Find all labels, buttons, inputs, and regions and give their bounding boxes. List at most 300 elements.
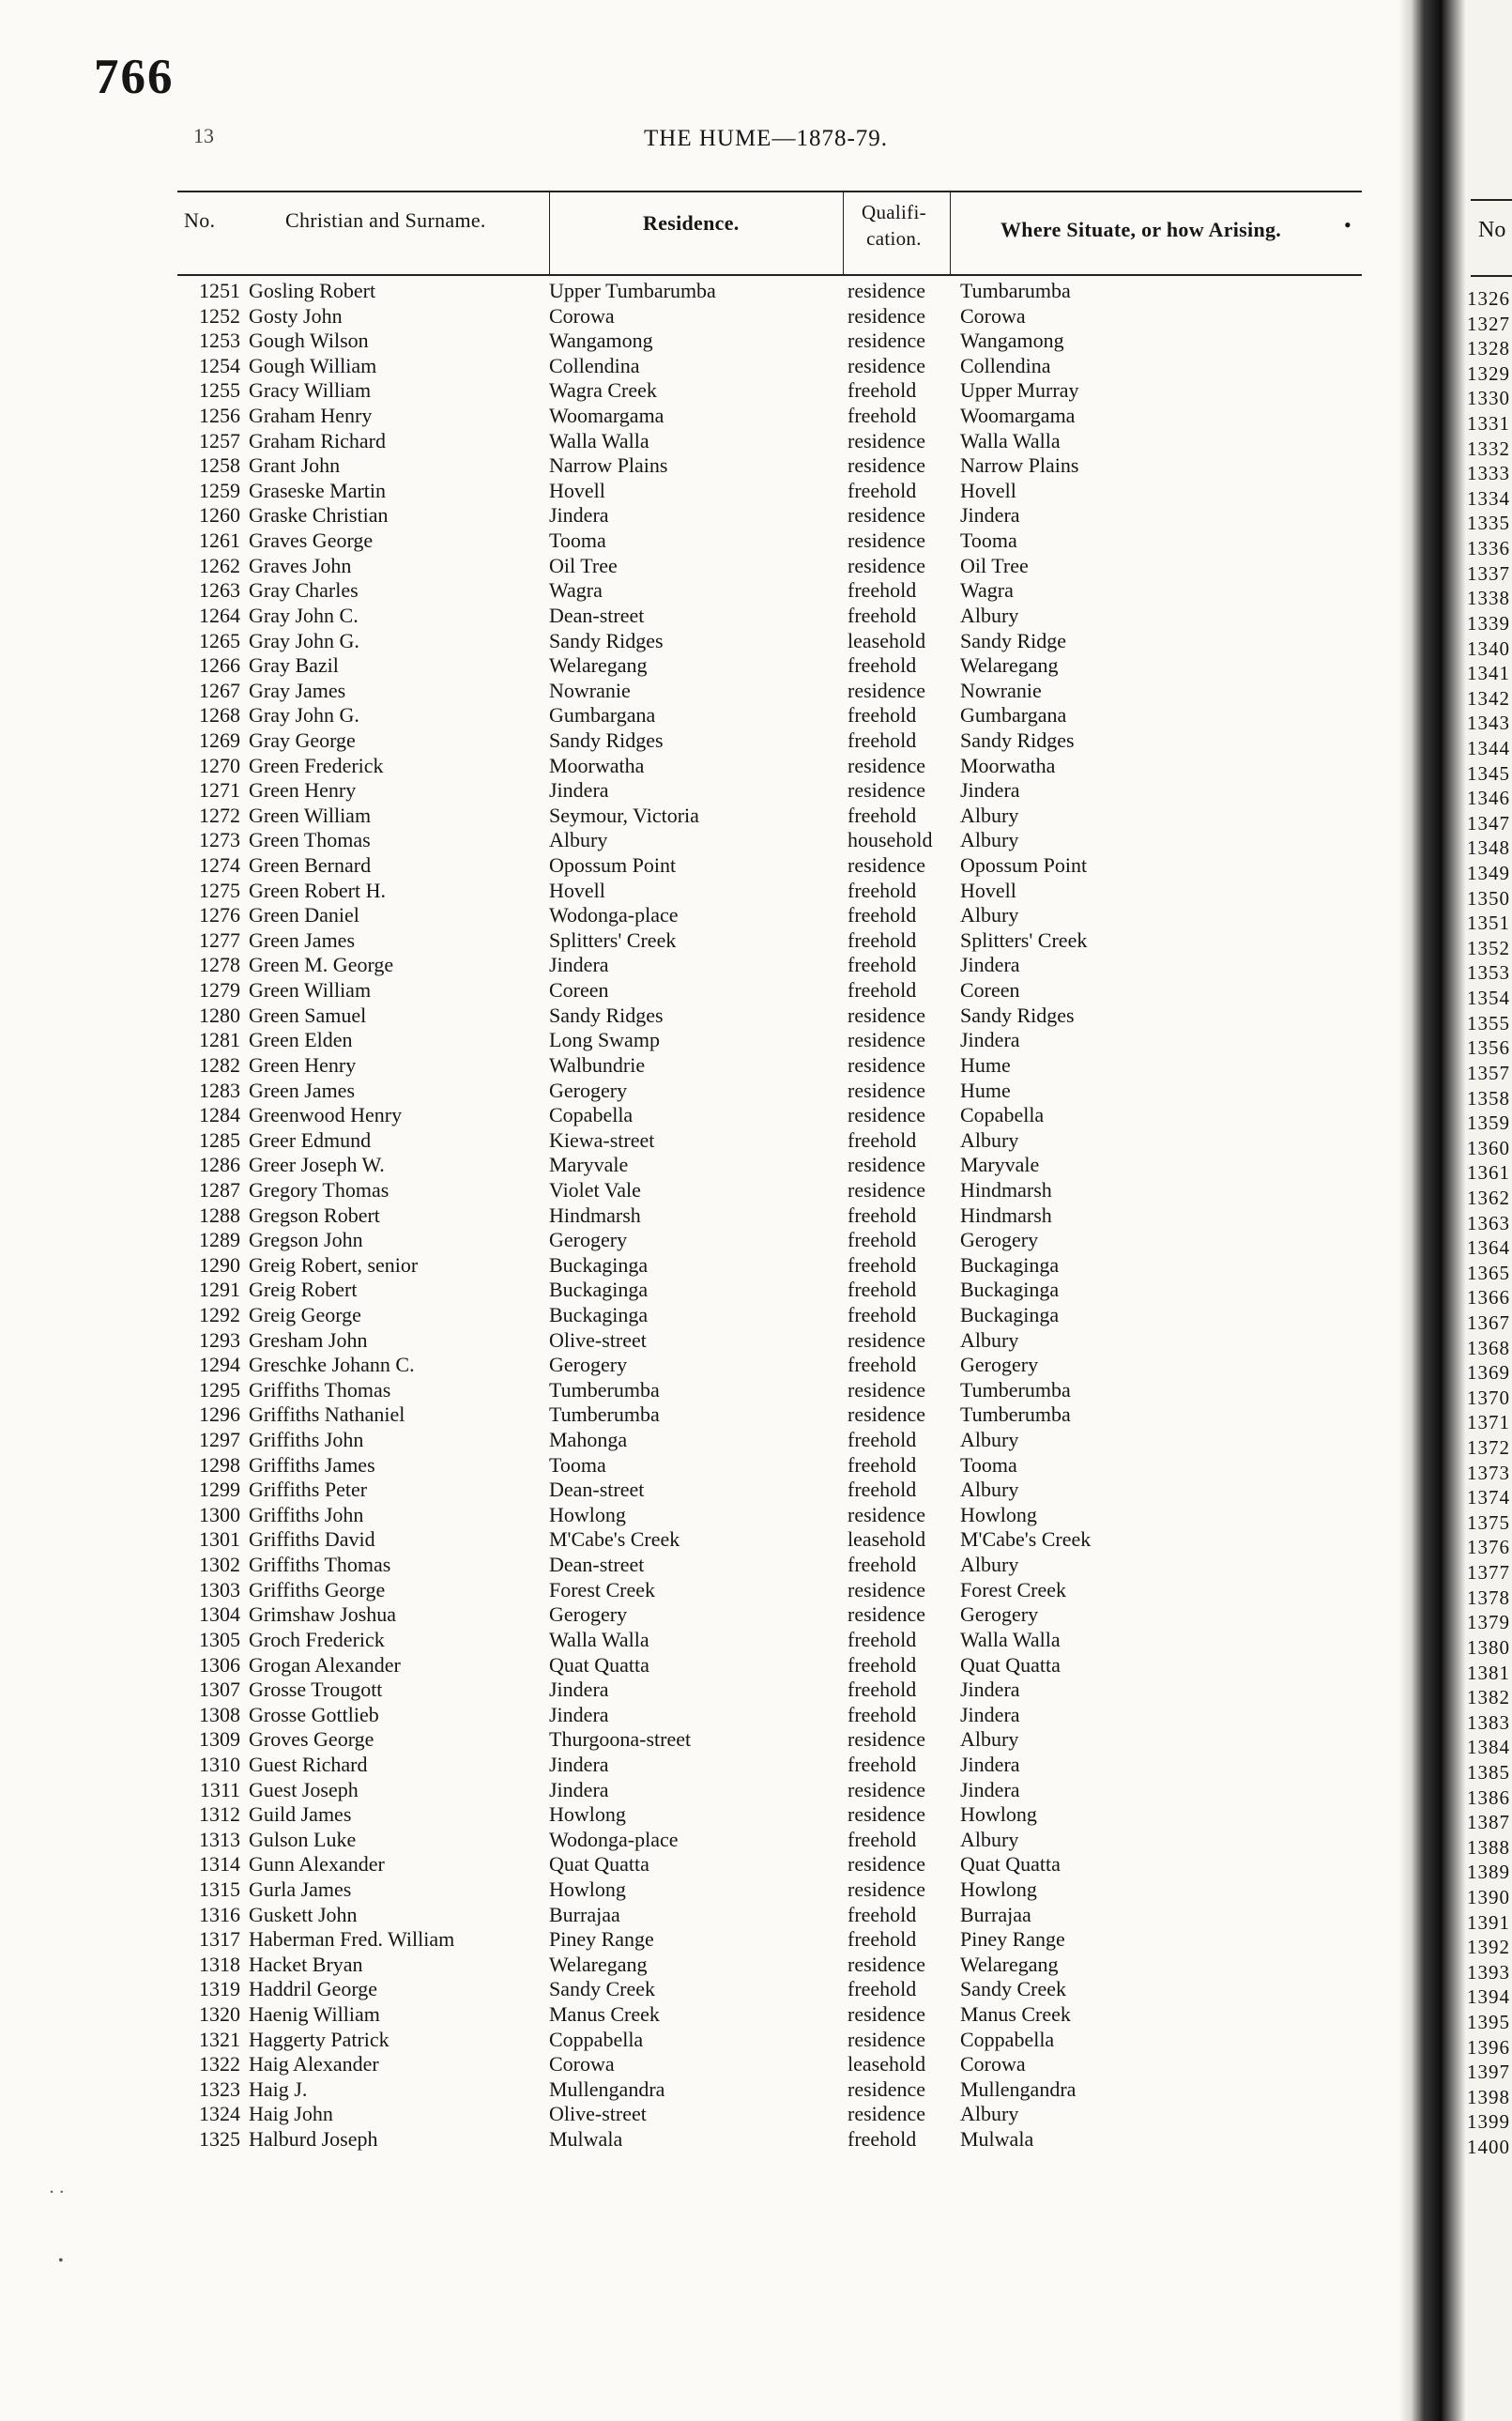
- cell-no: 1305: [199, 1627, 240, 1651]
- column-divider-residence-qualification: [843, 192, 844, 274]
- cell-where: Albury: [960, 828, 1019, 852]
- cell-where: Hindmarsh: [960, 1177, 1052, 1202]
- adjacent-row-number: 1340: [1467, 636, 1510, 660]
- cell-no: 1285: [199, 1127, 240, 1152]
- cell-res: Seymour, Victoria: [549, 803, 699, 827]
- column-header-qualification-line2: cation.: [866, 227, 922, 250]
- adjacent-row-number: 1327: [1467, 312, 1510, 335]
- cell-where: Albury: [960, 903, 1019, 927]
- adjacent-row-number: 1392: [1467, 1936, 1510, 1959]
- cell-name: Gresham John: [249, 1327, 368, 1352]
- adjacent-row-number: 1363: [1467, 1211, 1510, 1234]
- cell-name: Graske Christian: [249, 503, 389, 528]
- cell-qual: residence: [848, 453, 926, 478]
- cell-res: Welaregang: [549, 653, 648, 678]
- cell-name: Griffiths James: [249, 1452, 375, 1477]
- adjacent-row-number: 1345: [1467, 761, 1510, 785]
- cell-where: M'Cabe's Creek: [960, 1527, 1092, 1552]
- adjacent-row-number: 1388: [1467, 1835, 1510, 1859]
- cell-no: 1300: [199, 1502, 240, 1526]
- cell-qual: freehold: [848, 1553, 917, 1577]
- cell-name: Haggerty Patrick: [249, 2027, 389, 2051]
- cell-res: Howlong: [549, 1502, 626, 1526]
- cell-no: 1311: [199, 1777, 240, 1801]
- adjacent-row-number: 1398: [1467, 2085, 1510, 2108]
- cell-qual: residence: [848, 503, 926, 528]
- adjacent-row-number: 1349: [1467, 862, 1510, 885]
- cell-qual: residence: [848, 1877, 926, 1901]
- cell-name: Green Frederick: [249, 753, 384, 777]
- cell-qual: freehold: [848, 1678, 917, 1702]
- cell-no: 1262: [199, 553, 240, 577]
- cell-no: 1315: [199, 1877, 240, 1901]
- cell-name: Graves George: [249, 529, 374, 553]
- adjacent-row-number: 1326: [1467, 287, 1510, 310]
- cell-res: Collendina: [549, 353, 640, 377]
- cell-qual: residence: [848, 329, 926, 353]
- column-header-qualification-line1: Qualifi-: [862, 201, 926, 223]
- cell-qual: freehold: [848, 1452, 917, 1477]
- column-header-residence: Residence.: [643, 211, 740, 235]
- cell-qual: residence: [848, 853, 926, 878]
- cell-res: Jindera: [549, 1702, 609, 1726]
- header-top-rule: [177, 191, 1362, 192]
- cell-qual: freehold: [848, 1353, 917, 1377]
- cell-name: Haig J.: [249, 2076, 308, 2101]
- cell-qual: freehold: [848, 478, 917, 502]
- adjacent-row-number: 1400: [1467, 2136, 1510, 2159]
- cell-res: Howlong: [549, 1877, 626, 1901]
- cell-qual: residence: [848, 553, 926, 577]
- cell-where: Albury: [960, 1553, 1019, 1577]
- cell-name: Grosse Trougott: [249, 1678, 383, 1702]
- cell-res: Jindera: [549, 1752, 609, 1776]
- adjacent-row-number: 1361: [1467, 1161, 1510, 1185]
- cell-name: Haberman Fred. William: [249, 1927, 455, 1952]
- cell-name: Gulson Luke: [249, 1827, 357, 1851]
- cell-qual: freehold: [848, 1752, 917, 1776]
- cell-where: Gerogery: [960, 1602, 1039, 1627]
- cell-where: Quat Quatta: [960, 1852, 1061, 1877]
- cell-no: 1304: [199, 1602, 240, 1627]
- cell-res: Buckaginga: [549, 1252, 649, 1277]
- cell-no: 1264: [199, 603, 240, 627]
- cell-name: Greig George: [249, 1302, 361, 1326]
- cell-name: Gray James: [249, 678, 346, 702]
- cell-qual: freehold: [848, 927, 917, 952]
- cell-qual: residence: [848, 1177, 926, 1202]
- cell-res: Tumberumba: [549, 1377, 660, 1402]
- cell-qual: freehold: [848, 1478, 917, 1502]
- cell-where: Hume: [960, 1052, 1011, 1077]
- cell-no: 1278: [199, 953, 240, 977]
- cell-no: 1252: [199, 303, 240, 328]
- cell-where: Upper Murray: [960, 378, 1079, 403]
- adjacent-row-number: 1351: [1467, 912, 1510, 935]
- cell-qual: freehold: [848, 1627, 917, 1651]
- cell-res: Jindera: [549, 503, 609, 528]
- cell-qual: freehold: [848, 803, 917, 827]
- cell-name: Gray George: [249, 728, 356, 752]
- cell-qual: freehold: [848, 878, 917, 902]
- cell-qual: freehold: [848, 1428, 917, 1452]
- cell-res: Mahonga: [549, 1428, 628, 1452]
- cell-res: Piney Range: [549, 1927, 654, 1952]
- cell-res: Walla Walla: [549, 1627, 649, 1651]
- cell-no: 1310: [199, 1752, 240, 1776]
- cell-name: Gough Wilson: [249, 329, 369, 353]
- adjacent-row-number: 1357: [1467, 1061, 1510, 1084]
- cell-res: M'Cabe's Creek: [549, 1527, 680, 1552]
- cell-qual: residence: [848, 2002, 926, 2027]
- cell-name: Griffiths John: [249, 1502, 364, 1526]
- cell-where: Tumbarumba: [960, 279, 1071, 302]
- cell-res: Narrow Plains: [549, 453, 668, 478]
- cell-name: Gray Bazil: [249, 653, 339, 678]
- cell-res: Dean-street: [549, 603, 645, 627]
- adjacent-row-number: 1335: [1467, 512, 1510, 535]
- cell-name: Graves John: [249, 553, 352, 577]
- cell-no: 1279: [199, 978, 240, 1003]
- cell-res: Oil Tree: [549, 553, 618, 577]
- adjacent-row-number: 1333: [1467, 462, 1510, 485]
- cell-where: Howlong: [960, 1502, 1037, 1526]
- cell-qual: freehold: [848, 404, 917, 428]
- adjacent-row-number: 1337: [1467, 561, 1510, 585]
- cell-no: 1296: [199, 1402, 240, 1427]
- cell-name: Green Henry: [249, 778, 357, 803]
- cell-where: Narrow Plains: [960, 453, 1079, 478]
- cell-no: 1323: [199, 2076, 240, 2101]
- stray-mark: •: [58, 2253, 64, 2269]
- cell-no: 1316: [199, 1902, 240, 1926]
- cell-name: Green Daniel: [249, 903, 359, 927]
- adjacent-row-number: 1352: [1467, 936, 1510, 959]
- cell-name: Gregson John: [249, 1228, 363, 1252]
- cell-res: Howlong: [549, 1802, 626, 1827]
- cell-where: Hume: [960, 1078, 1011, 1102]
- cell-where: Albury: [960, 1327, 1019, 1352]
- cell-no: 1284: [199, 1103, 240, 1127]
- cell-res: Jindera: [549, 778, 609, 803]
- cell-qual: freehold: [848, 728, 917, 752]
- cell-name: Green Robert H.: [249, 878, 387, 902]
- cell-where: Howlong: [960, 1877, 1037, 1901]
- adjacent-row-number: 1358: [1467, 1086, 1510, 1110]
- cell-where: Jindera: [960, 1028, 1020, 1052]
- cell-qual: freehold: [848, 1702, 917, 1726]
- cell-name: Gosling Robert: [249, 279, 376, 302]
- adjacent-row-number: 1373: [1467, 1461, 1510, 1484]
- cell-res: Splitters' Creek: [549, 927, 677, 952]
- cell-res: Walbundrie: [549, 1052, 646, 1077]
- cell-res: Moorwatha: [549, 753, 645, 777]
- column-header-where-situate: Where Situate, or how Arising.: [1000, 218, 1282, 241]
- adjacent-top-rule: [1471, 199, 1512, 201]
- cell-where: Jindera: [960, 503, 1020, 528]
- adjacent-row-number: 1332: [1467, 437, 1510, 460]
- adjacent-row-number: 1384: [1467, 1736, 1510, 1759]
- cell-name: Haenig William: [249, 2002, 380, 2027]
- adjacent-row-number: 1367: [1467, 1310, 1510, 1334]
- adjacent-row-number: 1353: [1467, 961, 1510, 985]
- cell-where: Corowa: [960, 303, 1026, 328]
- adjacent-row-number: 1342: [1467, 686, 1510, 710]
- cell-qual: residence: [848, 1028, 926, 1052]
- cell-res: Upper Tumbarumba: [549, 279, 716, 302]
- cell-qual: household: [848, 828, 933, 852]
- cell-where: Howlong: [960, 1802, 1037, 1827]
- cell-no: 1319: [199, 1977, 240, 2001]
- cell-name: Guest Joseph: [249, 1777, 359, 1801]
- adjacent-page-edge: [1441, 0, 1512, 2421]
- cell-res: Tumberumba: [549, 1402, 660, 1427]
- cell-name: Greer Edmund: [249, 1127, 372, 1152]
- adjacent-row-number: 1374: [1467, 1486, 1510, 1509]
- cell-no: 1272: [199, 803, 240, 827]
- cell-where: Buckaginga: [960, 1278, 1060, 1302]
- adjacent-row-number: 1372: [1467, 1436, 1510, 1460]
- cell-res: Quat Quatta: [549, 1852, 649, 1877]
- adjacent-row-number: 1338: [1467, 587, 1510, 610]
- adjacent-row-number: 1378: [1467, 1586, 1510, 1609]
- adjacent-row-number: 1396: [1467, 2035, 1510, 2059]
- cell-res: Forest Creek: [549, 1577, 656, 1601]
- header-mark: •: [1344, 213, 1352, 237]
- cell-qual: residence: [848, 303, 926, 328]
- cell-qual: leasehold: [848, 1527, 926, 1552]
- cell-res: Gerogery: [549, 1228, 628, 1252]
- cell-qual: freehold: [848, 1977, 917, 2001]
- cell-res: Buckaginga: [549, 1302, 649, 1326]
- cell-no: 1297: [199, 1428, 240, 1452]
- cell-no: 1258: [199, 453, 240, 478]
- cell-name: Guild James: [249, 1802, 352, 1827]
- cell-res: Corowa: [549, 2052, 615, 2076]
- cell-where: Buckaginga: [960, 1302, 1060, 1326]
- cell-where: Gerogery: [960, 1353, 1039, 1377]
- cell-where: Jindera: [960, 1702, 1020, 1726]
- cell-name: Greschke Johann C.: [249, 1353, 415, 1377]
- cell-qual: freehold: [848, 1228, 917, 1252]
- cell-where: Walla Walla: [960, 1627, 1061, 1651]
- cell-no: 1275: [199, 878, 240, 902]
- adjacent-row-number: 1348: [1467, 836, 1510, 860]
- cell-qual: residence: [848, 1103, 926, 1127]
- cell-res: Coppabella: [549, 2027, 644, 2051]
- cell-where: Albury: [960, 803, 1019, 827]
- cell-res: Jindera: [549, 1777, 609, 1801]
- cell-no: 1290: [199, 1252, 240, 1277]
- cell-where: Welaregang: [960, 1952, 1059, 1976]
- cell-no: 1287: [199, 1177, 240, 1202]
- cell-where: Moorwatha: [960, 753, 1056, 777]
- cell-qual: freehold: [848, 1127, 917, 1152]
- cell-qual: residence: [848, 1052, 926, 1077]
- cell-qual: residence: [848, 1952, 926, 1976]
- cell-res: Manus Creek: [549, 2002, 660, 2027]
- cell-name: Green James: [249, 1078, 356, 1102]
- cell-no: 1255: [199, 378, 240, 403]
- cell-res: Thurgoona-street: [549, 1727, 692, 1752]
- cell-no: 1324: [199, 2102, 240, 2126]
- cell-name: Gracy William: [249, 378, 372, 403]
- adjacent-row-number: 1391: [1467, 1910, 1510, 1934]
- cell-qual: freehold: [848, 703, 917, 728]
- cell-name: Grogan Alexander: [249, 1652, 401, 1677]
- cell-name: Griffiths David: [249, 1527, 375, 1552]
- cell-qual: leasehold: [848, 2052, 926, 2076]
- adjacent-row-number: 1354: [1467, 987, 1510, 1010]
- cell-where: Manus Creek: [960, 2002, 1071, 2027]
- cell-where: Coppabella: [960, 2027, 1055, 2051]
- cell-name: Guest Richard: [249, 1752, 368, 1776]
- cell-where: Corowa: [960, 2052, 1026, 2076]
- cell-no: 1325: [199, 2127, 240, 2152]
- adjacent-row-number: 1329: [1467, 361, 1510, 385]
- cell-no: 1292: [199, 1302, 240, 1326]
- cell-res: Wodonga-place: [549, 903, 679, 927]
- cell-res: Buckaginga: [549, 1278, 649, 1302]
- adjacent-row-number: 1370: [1467, 1386, 1510, 1409]
- cell-qual: freehold: [848, 1827, 917, 1851]
- adjacent-column-header: No: [1478, 218, 1506, 242]
- cell-where: Albury: [960, 2102, 1019, 2126]
- cell-where: Albury: [960, 1727, 1019, 1752]
- column-header-no: No.: [184, 208, 216, 232]
- cell-res: Welaregang: [549, 1952, 648, 1976]
- adjacent-row-number: 1356: [1467, 1036, 1510, 1060]
- cell-res: Copabella: [549, 1103, 634, 1127]
- cell-no: 1268: [199, 703, 240, 728]
- cell-name: Gunn Alexander: [249, 1852, 385, 1877]
- page-number: 766: [94, 50, 175, 104]
- cell-res: Gerogery: [549, 1078, 628, 1102]
- cell-name: Green James: [249, 927, 356, 952]
- cell-no: 1277: [199, 927, 240, 952]
- adjacent-row-number: 1365: [1467, 1261, 1510, 1284]
- cell-name: Groch Frederick: [249, 1627, 385, 1651]
- cell-name: Gray Charles: [249, 578, 359, 603]
- cell-no: 1256: [199, 404, 240, 428]
- adjacent-row-number: 1369: [1467, 1361, 1510, 1385]
- cell-where: Sandy Creek: [960, 1977, 1067, 2001]
- cell-where: Tooma: [960, 529, 1017, 553]
- cell-qual: residence: [848, 353, 926, 377]
- cell-qual: residence: [848, 1377, 926, 1402]
- cell-name: Hacket Bryan: [249, 1952, 363, 1976]
- cell-name: Greig Robert, senior: [249, 1252, 419, 1277]
- cell-where: Jindera: [960, 953, 1020, 977]
- signature-mark: 13: [193, 124, 214, 147]
- cell-where: Maryvale: [960, 1153, 1040, 1177]
- cell-no: 1286: [199, 1153, 240, 1177]
- cell-where: Hovell: [960, 478, 1016, 502]
- cell-no: 1283: [199, 1078, 240, 1102]
- cell-no: 1257: [199, 428, 240, 452]
- cell-no: 1266: [199, 653, 240, 678]
- cell-name: Gray John G.: [249, 703, 359, 728]
- cell-where: Quat Quatta: [960, 1652, 1061, 1677]
- cell-where: Albury: [960, 1827, 1019, 1851]
- cell-where: Albury: [960, 1428, 1019, 1452]
- cell-where: Sandy Ridges: [960, 1003, 1075, 1027]
- cell-qual: residence: [848, 1502, 926, 1526]
- cell-where: Welaregang: [960, 653, 1059, 678]
- cell-where: Sandy Ridges: [960, 728, 1075, 752]
- cell-name: Green Thomas: [249, 828, 371, 852]
- cell-name: Griffiths Nathaniel: [249, 1402, 405, 1427]
- cell-qual: residence: [848, 1602, 926, 1627]
- cell-name: Green Bernard: [249, 853, 372, 878]
- adjacent-row-number: 1381: [1467, 1661, 1510, 1684]
- adjacent-row-number: 1346: [1467, 787, 1510, 810]
- cell-where: Coreen: [960, 978, 1020, 1003]
- cell-qual: leasehold: [848, 628, 926, 652]
- cell-no: 1294: [199, 1353, 240, 1377]
- cell-qual: residence: [848, 778, 926, 803]
- cell-where: Gerogery: [960, 1228, 1039, 1252]
- adjacent-row-number: 1371: [1467, 1411, 1510, 1434]
- cell-qual: freehold: [848, 953, 917, 977]
- cell-qual: residence: [848, 1852, 926, 1877]
- cell-where: Jindera: [960, 778, 1020, 803]
- cell-qual: residence: [848, 2027, 926, 2051]
- cell-where: Gumbargana: [960, 703, 1067, 728]
- cell-name: Green Henry: [249, 1052, 357, 1077]
- cell-res: Wodonga-place: [549, 1827, 679, 1851]
- cell-no: 1280: [199, 1003, 240, 1027]
- cell-name: Greenwood Henry: [249, 1103, 403, 1127]
- column-divider-name-residence: [549, 192, 550, 274]
- cell-qual: freehold: [848, 1927, 917, 1952]
- cell-qual: freehold: [848, 1302, 917, 1326]
- cell-res: Dean-street: [549, 1478, 645, 1502]
- cell-no: 1309: [199, 1727, 240, 1752]
- adjacent-row-number: 1387: [1467, 1811, 1510, 1834]
- cell-name: Griffiths George: [249, 1577, 386, 1601]
- cell-qual: residence: [848, 1777, 926, 1801]
- cell-name: Griffiths John: [249, 1428, 364, 1452]
- adjacent-row-number: 1380: [1467, 1635, 1510, 1659]
- adjacent-row-number: 1347: [1467, 811, 1510, 835]
- cell-res: Gerogery: [549, 1602, 628, 1627]
- adjacent-row-number: 1330: [1467, 387, 1510, 410]
- cell-no: 1322: [199, 2052, 240, 2076]
- cell-qual: freehold: [848, 378, 917, 403]
- cell-qual: freehold: [848, 1252, 917, 1277]
- cell-name: Groves George: [249, 1727, 374, 1752]
- adjacent-row-number: 1393: [1467, 1960, 1510, 1984]
- cell-where: Tumberumba: [960, 1402, 1071, 1427]
- adjacent-row-number: 1376: [1467, 1536, 1510, 1559]
- cell-no: 1281: [199, 1028, 240, 1052]
- cell-res: Albury: [549, 828, 608, 852]
- cell-res: Sandy Ridges: [549, 1003, 664, 1027]
- adjacent-row-number: 1360: [1467, 1136, 1510, 1159]
- cell-no: 1289: [199, 1228, 240, 1252]
- cell-no: 1314: [199, 1852, 240, 1877]
- cell-no: 1251: [199, 279, 240, 302]
- cell-name: Graham Henry: [249, 404, 373, 428]
- cell-qual: freehold: [848, 653, 917, 678]
- cell-name: Haig Alexander: [249, 2052, 379, 2076]
- cell-no: 1269: [199, 728, 240, 752]
- adjacent-row-number: 1336: [1467, 537, 1510, 560]
- cell-name: Green Elden: [249, 1028, 353, 1052]
- cell-qual: residence: [848, 279, 926, 302]
- column-header-name: Christian and Surname.: [285, 208, 486, 232]
